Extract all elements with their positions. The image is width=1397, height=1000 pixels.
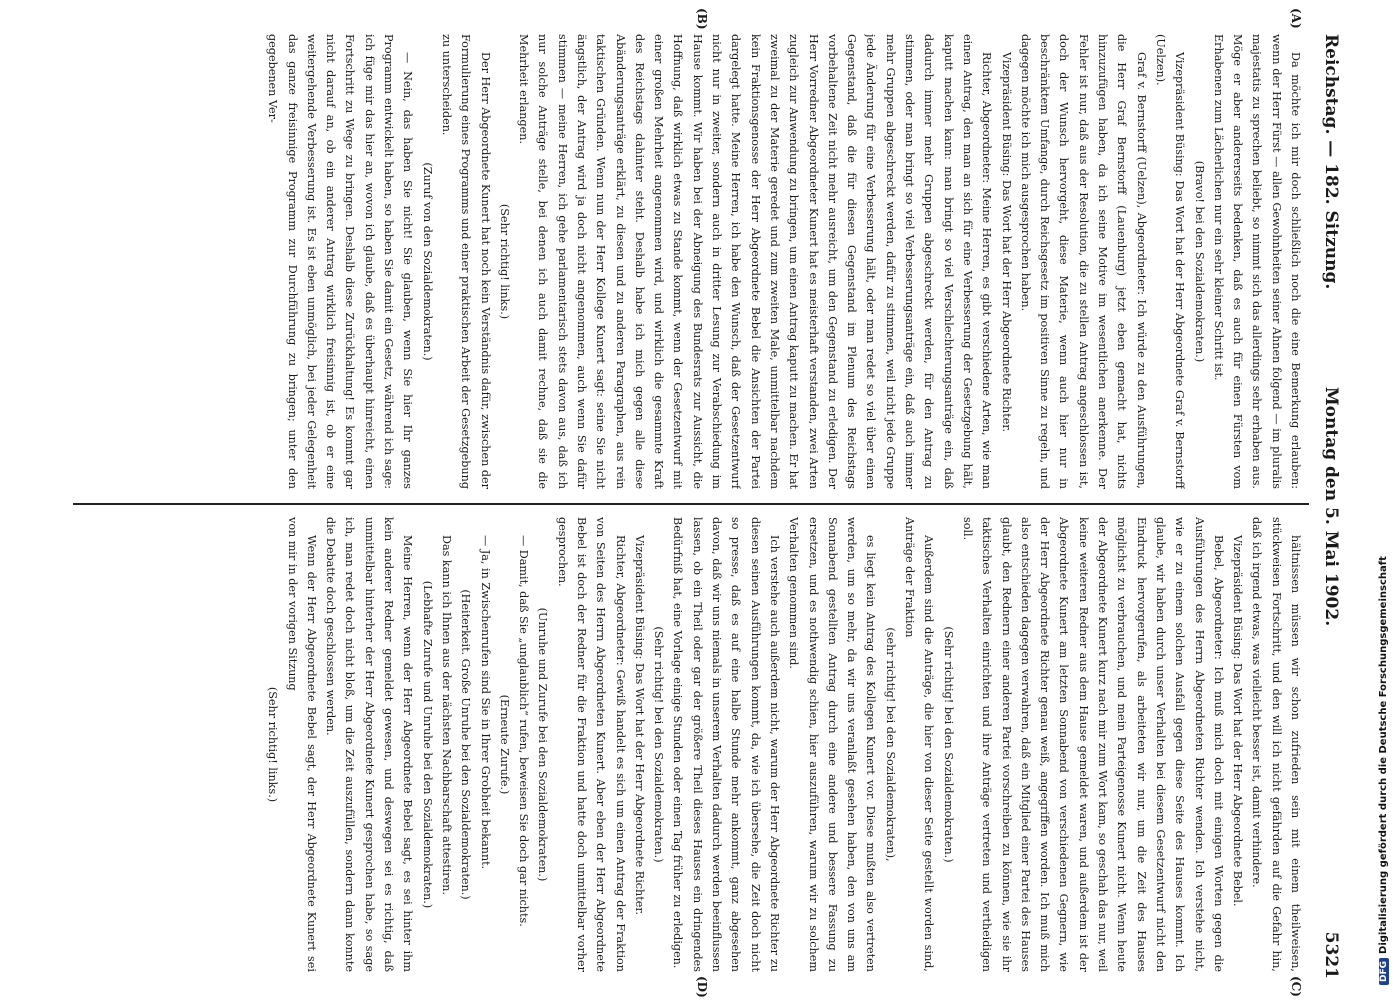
paragraph: Außerdem sind die Anträge, die hier von dieser Seite gestellt worden sind, Anträge der Fraktion: [903, 517, 936, 972]
header-session: Reichstag. — 182. Sitzung.: [1321, 34, 1341, 290]
margin-marker-a: (A): [1289, 8, 1303, 29]
paragraph: Vizepräsident Büsing: Das Wort hat der Herr Abgeordnete Richter.: [632, 535, 646, 916]
paragraph: (Sehr richtig! bei den Sozialdemokraten.): [652, 626, 666, 863]
header-date: Montag den 5. Mai 1902.: [1321, 386, 1341, 627]
paragraph: Wenn der Herr Abgeordnete Bebel sagt, der Herr Abgeordnete Kunert sei von mir in der vorigen Sitzung: [285, 517, 318, 972]
paragraph: (Zuruf von den Sozialdemokraten.): [420, 162, 434, 361]
paragraph: (Sehr richtig! links.): [266, 686, 280, 803]
dfg-logo: DFG: [1379, 958, 1389, 985]
paragraph: Richter, Abgeordneter: Meine Herren, es gibt verschiedene Arten, wie man einen Antrag, den man an sich für eine Verbesserung der Gesetzgebung hält, kaputt machen kann: man bringt so viel Verschlechterungsanträge ein, daß dadurch immer mehr Gruppen abgeschreckt werden, für den Antrag zu stimmen, oder man bringt so viel Verbesserungsanträge ein, daß auch immer mehr Gruppen abgeschreckt werden, dafür zu stimmen, weil nicht jede Gruppe jede Änderung für eine Verbesserung hält, oder man redet so viel über einen Gegenstand, daß die für diesen Gegenstand im Plenum des Reichstags vorbehaltene Zeit nicht mehr ausreicht, um den Gegenstand zu erledigen. Der Herr Vorredner Abgeordneter Kunert hat es meisterhaft verstanden, zwei Arten zugleich zur Anwendung zu bringen, um einen Antrag kaputt zu machen. Er hat zweimal zu der Materie geredet und zum zweiten Male, unmittelbar nachdem kein Fraktionsgenosse der Herr Abgeordnete Bebel die Ansichten der Partei dargelegt hatte. Meine Herren, ich habe den Wunsch, daß der Gesetzentwurf nicht nur in zweiter, sondern auch in dritter Lesung zur Verabschiedung im Hause kommt. Wir haben bei der Abneigung des Bundesrats zur Aussicht, die Hoffnung, daß wirklich etwas zu Stande kommt, wenn der Gesetzentwurf mit einer großen Mehrheit angenommen wird, und wirklich die gesammte Kraft des Reichstags dahinter steht. Deshalb habe ich mich gegen alle diese Abänderungsanträge erklärt, zu diesen und zu anderen Paragraphen, aus rein taktischen Gründen. Wenn nun der Herr Kollege Kunert sagt: seine Sie nicht ängstlich, der Antrag wird ja doch nicht angenommen, auch wenn Sie dafür stimmen — meine Herren, ich gehe parlamentarisch stets davon aus, daß ich nur solche Anträge stelle, bei denen ich auch damit rechne, daß sie die Mehrheit erlangen.: [517, 34, 994, 489]
paragraph: Das kann ich Ihnen aus der nächsten Nachbarschaft attestiren.: [439, 535, 453, 896]
margin-marker-b: (B): [695, 8, 709, 30]
column-divider: [73, 503, 1309, 505]
paragraph: Da möchte ich mir doch schließlich noch die eine Bemerkung erlauben: wenn der Herr Fürst — allen Gewohnheiten seiner Ahnen folgend — im pluralis majestatis zu sprechen beliebt, so nimmt sich das allerdings sehr erhaben aus. Möge er aber andererseits bedenken, daß es auch für einen Fürsten vom Erhabenen zum Lächerlichen nur ein sehr kleiner Schritt ist.: [1211, 34, 1302, 489]
paragraph: Der Herr Abgeordnete Kunert hat noch kein Verständnis dafür, zwischen der Formulierung eines Programms und einer praktischen Arbeit der Gesetzgebung zu unterscheiden.: [439, 34, 492, 489]
paragraph: — Damit, daß Sie „unglaublich“ rufen, beweisen Sie doch gar nichts.: [517, 535, 531, 927]
left-column: [77, 34, 1305, 489]
paragraph: Richter, Abgeordneter: Gewiß handelt es sich um einen Antrag der Fraktion von Seiten des Herrn Abgeordneten Kunert. Aber eben der Herr Abgeordnete Bebel ist doch der Redner für die Fraktion und hatte doch unmittelbar vorher gesprochen.: [555, 517, 627, 972]
paragraph: es liegt kein Antrag des Kollegen Kunert vor. Diese mußten also vertreten werden, um so mehr, da wir uns veranlaßt gesehen haben, den von uns am Sonnabend gestellten Antrag durch eine andere und bessere Fassung zu ersetzen, und es nothwendig schien, hier auszuführen, warum wir zu solchem Verhalten genommen sind.: [787, 517, 878, 972]
paragraph: — Nein, das haben Sie nicht! Sie glauben, wenn Sie hier Ihr ganzes Programm entwickelt haben, so haben Sie damit ein Gesetz, während ich sage: ich füge mir das hier an, wovon ich glaube, daß es überhaupt hinreicht, einen Fortschritt zu Wege zu bringen. Deshalb diese Zurückhaltung! Es kommt gar nicht darauf an, ob ein anderer Antrag wirklich freisinnig ist, ob er eine weitergehende Verbesserung ist. Es ist eben unmöglich, bei jeder Gelegenheit das ganze freisinnige Programm zur Durchführung zu bringen; unter den gegebenen Ver-: [266, 34, 415, 489]
paragraph: Graf v. Bernstorff (Uelzen), Abgeordneter: Ich würde zu den Ausführungen, die Herr Graf Bernstorff (Lauenburg) jetzt eben gemacht hat, nichts hinzuzufügen haben, da ich seine Motive im wesentlichen anerkenne. Der Fehler ist nur, daß aus der Resolution, die zu stellen Antrag angeschlossen ist, doch der Wunsch hervorgeht, diese Materie, wenn auch hier nur in beschränktem Umfange, durch Reichsgesetz im positiven Sinne zu regeln, und dagegen möchte ich mich ausgesprochen haben.: [1018, 34, 1148, 489]
document-page: [29, 8, 1349, 999]
page-header: [1315, 34, 1349, 979]
header-page-number: 5321: [1321, 931, 1341, 979]
paragraph: Meine Herren, wenn der Herr Abgeordnete Bebel sagt, es sei hinter ihm kein anderer Redner gemeldet gewesen, und deswegen sei es richtig, daß unmittelbar hinterher der Herr Abgeordnete Kunert gesprochen habe, so sage ich, man redet doch nicht bloß, um die Zeit auszufüllen, sondern dann konnte die Debatte doch geschlossen werden.: [324, 517, 415, 972]
paragraph: (Heiterkeit. Große Unruhe bei den Sozialdemokraten.): [459, 589, 473, 900]
paragraph: — Ja, in Zwischenrufen sind Sie in Ihrer Grobheit bekannt.: [478, 535, 492, 870]
paragraph: (sehr richtig! bei den Sozialdemokraten),: [883, 627, 897, 862]
paragraph: Ich verstehe auch außerdem nicht, warum der Herr Abgeordnete Richter zu diesen seinen Ausführungen kommt, da, wie ich übersehe, die Zeit doch nicht so presse, daß es auf eine halbe Stunde mehr ankommt, ganz abgesehen davon, daß wir uns niemals in unserem Verhalten dadurch werden beeinflussen lassen, ob ein Theil oder gar der größere Theil dieses Hauses ein dringendes Bedürfniß hat, eine Vorlage einige Stunden oder einen Tag früher zu erledigen.: [671, 517, 781, 972]
paragraph: (Lebhafte Zurufe und Unruhe bei den Sozialdemokraten.): [420, 580, 434, 909]
paragraph: (Sehr richtig! links.): [497, 203, 511, 320]
paragraph: Bebel, Abgeordneter: Ich muß mich doch mit einigen Worten gegen die Ausführungen des Herrn Abgeordneten Richter wenden. Ich verstehe nicht, wie er zu einem solchen Ausfall gegen diese Seite des Hauses kommt. Ich glaube, wir haben durch unser Verhalten bei diesem Gesetzentwurf nicht den Eindruck hervorgerufen, als arbeiteten wir nur, um die Zeit des Hauses möglichst zu verbrauchen, und mein Parteigenosse Kunert nicht. Wenn heute der Abgeordnete Kunert kurz nach mir zum Wort kam, so geschah das nur, weil keine weiteren Redner aus dem Hause gemeldet waren, und außerdem ist der Abgeordnete Kunert am letzten Sonnabend von verschiedenen Gegnern, wie der Herr Abgeordnete Richter genau weiß, angegriffen worden. Ich muß mich also entschieden dagegen verwahren, daß ein Mitglied einer Partei des Hauses glaubt, den Rednern einer anderen Partei vorschreiben zu können, wie sie ihr taktisches Verhalten einrichten und ihre Anträge vertreten und vertheidigen soll.: [960, 517, 1225, 972]
paragraph: hältnissen müssen wir schon zufrieden sein mit einem theilweisen, stückweisen Fortschritt, und den will ich nicht gefährden auf die Gefahr hin, daß ich irgend etwas, was vielleicht besser ist, damit verhindere.: [1250, 517, 1302, 972]
margin-marker-c: (C): [1289, 976, 1303, 997]
right-column: [77, 517, 1305, 972]
paragraph: Vizepräsident Büsing: Das Wort hat der Herr Abgeordnete Graf v. Bernstorff (Uelzen).: [1153, 34, 1187, 489]
margin-marker-d: (D): [695, 976, 709, 998]
paragraph: (Sehr richtig! bei den Sozialdemokraten.): [941, 626, 955, 863]
paragraph: Vizepräsident Büsing: Das Wort hat der Herr Abgeordnete Richter.: [999, 52, 1013, 433]
paragraph: (Unruhe und Zurufe bei den Sozialdemokraten.): [536, 607, 550, 882]
paragraph: (Erneute Zurufe.): [497, 694, 511, 795]
footer-credit: [1356, 545, 1389, 995]
footer-credit-text: Digitalisierung gefördert durch die Deutsche Forschungsgemeinschaft: [1378, 556, 1389, 954]
paragraph: (Bravo! bei den Sozialdemokraten.): [1192, 160, 1206, 363]
paragraph: Vizepräsident Büsing: Das Wort hat der Herr Abgeordnete Bebel.: [1231, 535, 1245, 907]
